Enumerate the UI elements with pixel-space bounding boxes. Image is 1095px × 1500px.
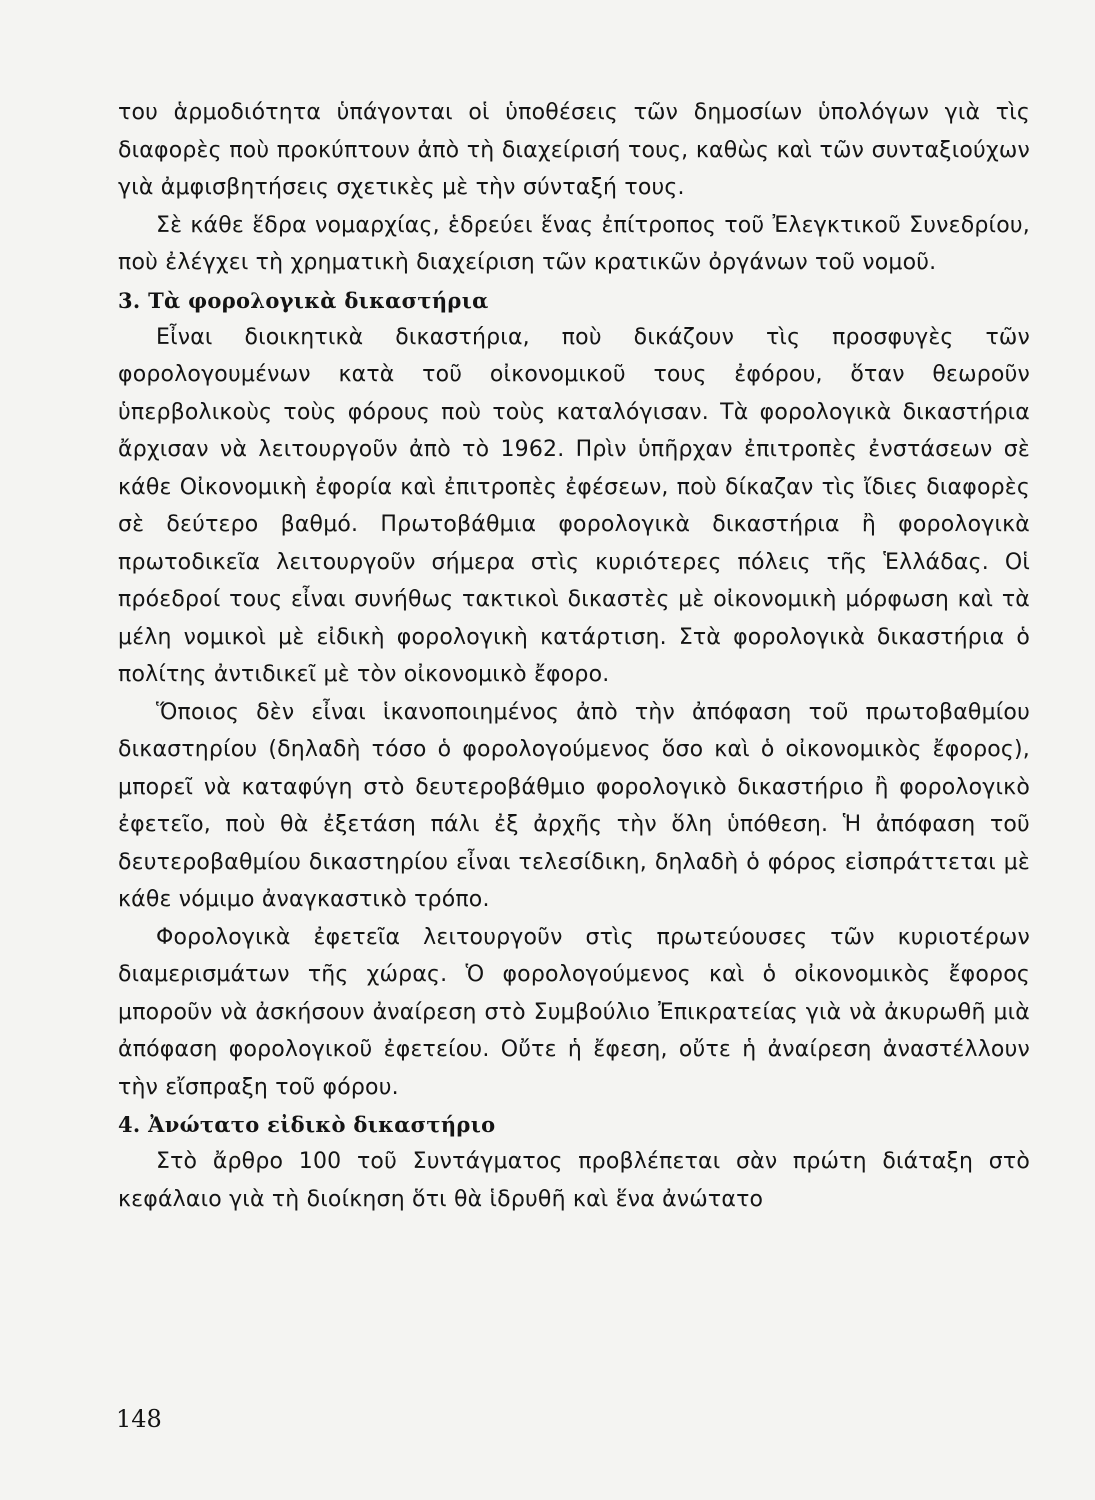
paragraph: Φορολογικὰ ἐφετεῖα λειτουργοῦν στὶς πρωτεύουσες τῶν κυριοτέρων διαμερισμάτων τῆς χώρας. Ὁ φορολογούμενος καὶ ὁ οἰκονομικὸς ἔφορος μποροῦν νὰ ἀσκήσουν ἀναίρεση στὸ Συμβούλιο Ἐπικρατείας γιὰ νὰ ἀκυρωθῆ μιὰ ἀπόφαση φορολογικοῦ ἐφετείου. Οὔτε ἡ ἔφεση, οὔτε ἡ ἀναίρεση ἀναστέλλουν τὴν εἴσπραξη τοῦ φόρου. xyxy=(118,924,1030,1100)
section-heading-4: 4. Ἀνώτατο εἰδικὸ δικαστήριο xyxy=(118,1112,496,1137)
continued-paragraph: του ἁρμοδιότητα ὑπάγονται οἱ ὑποθέσεις τῶν δημοσίων ὑπολόγων γιὰ τὶς διαφορὲς ποὺ προκύπτουν ἀπὸ τὴ διαχείρισή τους, καθὼς καὶ τῶν συνταξιούχων γιὰ ἀμφισβητήσεις σχετικὲς μὲ τὴν σύνταξή τους. xyxy=(118,100,1030,200)
paragraph: Σὲ κάθε ἕδρα νομαρχίας, ἑδρεύει ἕνας ἐπίτροπος τοῦ Ἐλεγκτικοῦ Συνεδρίου, ποὺ ἐλέγχει τὴ χρηματικὴ διαχείριση τῶν κρατικῶν ὀργάνων τοῦ νομοῦ. xyxy=(118,212,1030,275)
paragraph: Ὅποιος δὲν εἶναι ἱκανοποιημένος ἀπὸ τὴν ἀπόφαση τοῦ πρωτοβαθμίου δικαστηρίου (δηλαδὴ τόσο ὁ φορολογούμενος ὅσο καὶ ὁ οἰκονομικὸς ἔφορος), μπορεῖ νὰ καταφύγη στὸ δευτεροβάθμιο φορολογικὸ δικαστήριο ἢ φορολογικὸ ἐφετεῖο, ποὺ θὰ ἐξετάση πάλι ἐξ ἀρχῆς τὴν ὅλη ὑπόθεση. Ἡ ἀπόφαση τοῦ δευτεροβαθμίου δικαστηρίου εἶναι τελεσίδικη, δηλαδὴ ὁ φόρος εἰσπράττεται μὲ κάθε νόμιμο ἀναγκαστικὸ τρόπο. xyxy=(118,699,1030,912)
page-body xyxy=(118,94,1030,1218)
section-heading-3: 3. Τὰ φορολογικὰ δικαστήρια xyxy=(118,287,489,313)
paragraph: Στὸ ἄρθρο 100 τοῦ Συντάγματος προβλέπεται σὰν πρώτη διάταξη στὸ κεφάλαιο γιὰ τὴ διοίκηση ὅτι θὰ ἱδρυθῆ καὶ ἕνα ἀνώτατο xyxy=(118,1149,1030,1212)
page-number: 148 xyxy=(116,1405,162,1433)
paragraph: Εἶναι διοικητικὰ δικαστήρια, ποὺ δικάζουν τὶς προσφυγὲς τῶν φορολογουμένων κατὰ τοῦ οἰκονομικοῦ τους ἐφόρου, ὅταν θεωροῦν ὑπερβολικοὺς τοὺς φόρους ποὺ τοὺς καταλόγισαν. Τὰ φορολογικὰ δικαστήρια ἄρχισαν νὰ λειτουργοῦν ἀπὸ τὸ 1962. Πρὶν ὑπῆρχαν ἐπιτροπὲς ἐνστάσεων σὲ κάθε Οἰκονομικὴ ἐφορία καὶ ἐπιτροπὲς ἐφέσεων, ποὺ δίκαζαν τὶς ἴδιες διαφορὲς σὲ δεύτερο βαθμό. Πρωτοβάθμια φορολογικὰ δικαστήρια ἢ φορολογικὰ πρωτοδικεῖα λειτουργοῦν σήμερα στὶς κυριότερες πόλεις τῆς Ἑλλάδας. Οἱ πρόεδροί τους εἶναι συνήθως τακτικοὶ δικαστὲς μὲ οἰκονομικὴ μόρφωση καὶ τὰ μέλη νομικοὶ μὲ εἰδικὴ φορολογικὴ κατάρτιση. Στὰ φορολογικὰ δικαστήρια ὁ πολίτης ἀντιδικεῖ μὲ τὸν οἰκονομικὸ ἔφορο. xyxy=(118,324,1030,687)
